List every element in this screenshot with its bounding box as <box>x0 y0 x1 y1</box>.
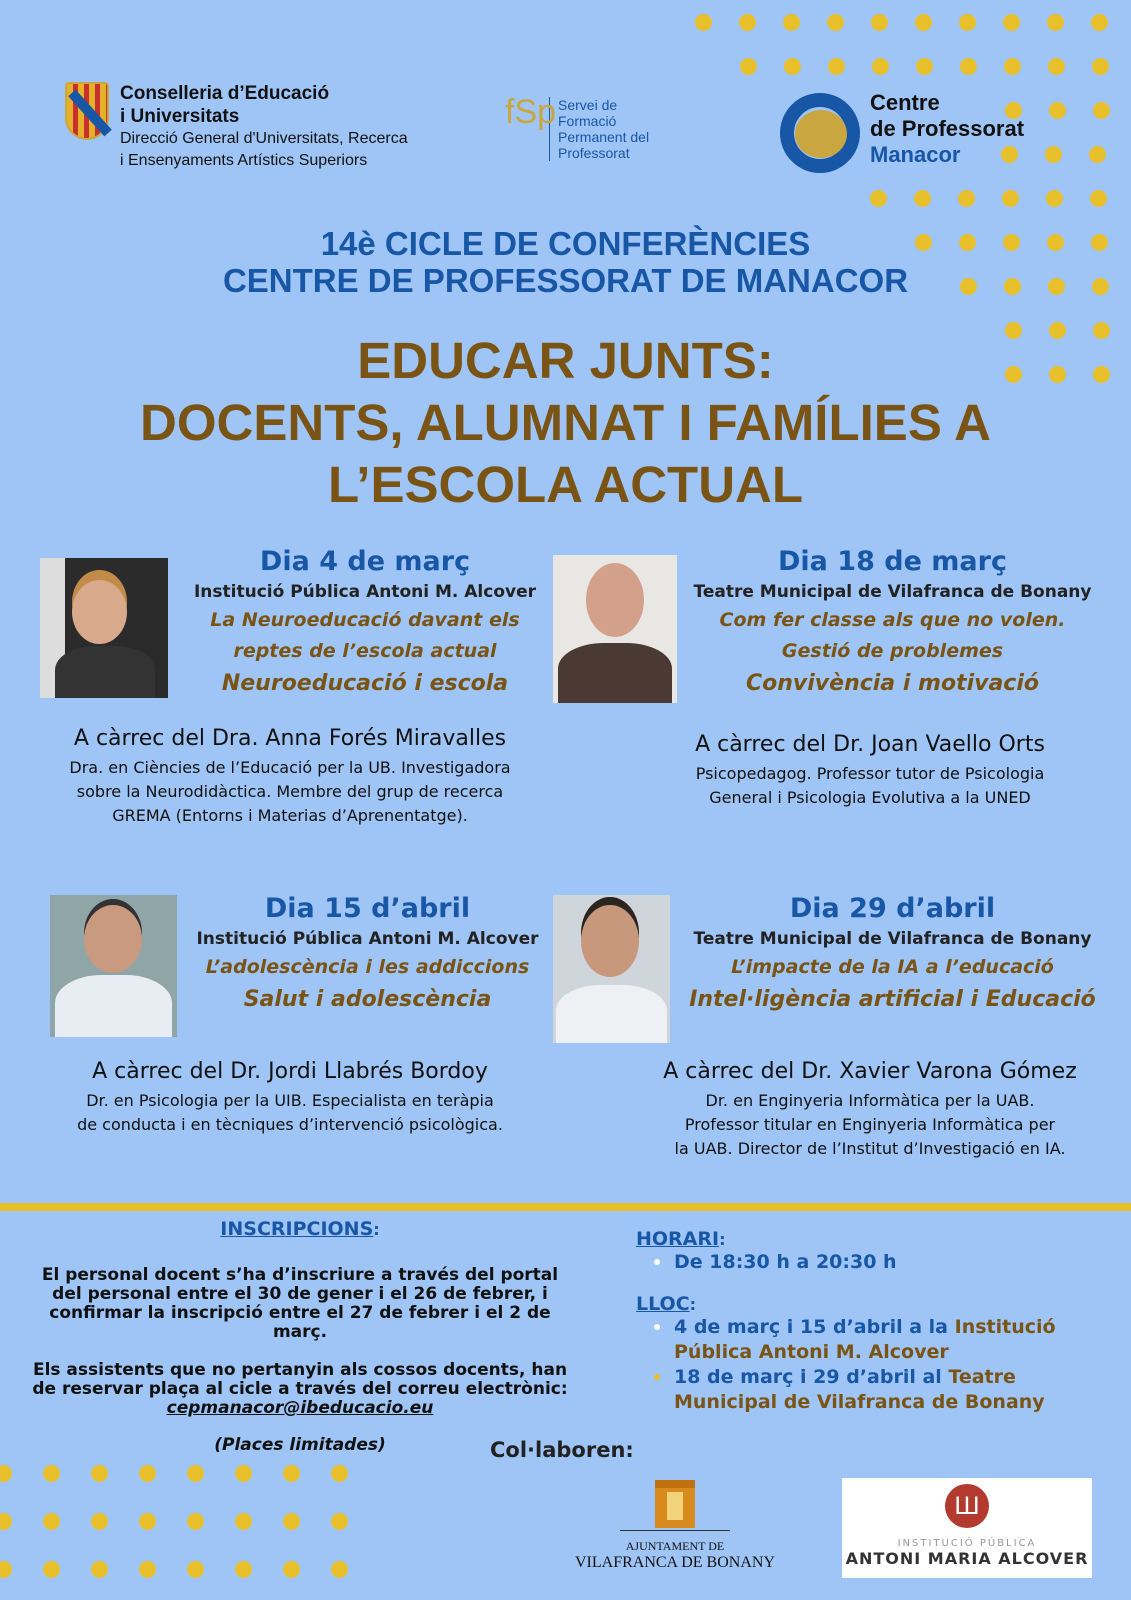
decorative-dot <box>139 1465 156 1482</box>
lloc-venue: Teatre Municipal de Vilafranca de Bonany <box>674 1366 1045 1413</box>
decorative-dot <box>1090 190 1107 207</box>
fsp-text: Permanent del <box>558 129 650 145</box>
cycle-title: 14è CICLE DE CONFERÈNCIES <box>320 225 811 262</box>
lloc-item <box>636 1315 1116 1365</box>
lloc-dates: 4 de març i 15 d’abril a la <box>674 1316 955 1338</box>
decorative-dot <box>43 1465 60 1482</box>
ajuntament-logo <box>555 1480 795 1572</box>
event-29-abril <box>670 892 1115 1017</box>
lloc-heading: LLOC <box>636 1293 690 1315</box>
decorative-dot <box>283 1513 300 1530</box>
cep-logo-text <box>870 90 1024 168</box>
decorative-dot <box>283 1465 300 1482</box>
institucio-logo <box>842 1478 1092 1578</box>
decorative-dot <box>695 14 712 31</box>
decorative-dot <box>870 190 887 207</box>
speaker-bio: de conducta i en tècniques d’intervenció psicològica. <box>77 1115 503 1134</box>
speaker-bio: GREMA (Entorns i Materias d’Aprenentatge). <box>112 806 468 825</box>
decorative-dot <box>1093 102 1110 119</box>
cycle-subtitle: CENTRE DE PROFESSORAT DE MANACOR <box>222 262 909 299</box>
inscripcions-text: confirmar la inscripció entre el 27 de febrer i el 2 de <box>49 1303 551 1323</box>
talk-theme: Intel·ligència artificial i Educació <box>689 987 1096 1012</box>
speaker-info <box>620 1055 1120 1161</box>
speaker-name: A càrrec del Dr. Joan Vaello Orts <box>695 732 1045 757</box>
speaker-name: A càrrec del Dr. Xavier Varona Gómez <box>663 1059 1077 1084</box>
speaker-name: A càrrec del Dr. Jordi Llabrés Bordoy <box>92 1059 488 1084</box>
cep-name-2: de Professorat <box>870 116 1025 141</box>
speaker-photo-jordi-llabres <box>50 895 177 1037</box>
event-date: Dia 15 d’abril <box>264 893 471 924</box>
decorative-dot <box>740 58 757 75</box>
decorative-dot <box>959 14 976 31</box>
email-link[interactable]: cepmanacor@ibeducacio.eu <box>166 1398 434 1418</box>
fsp-mark: fSp <box>505 97 550 161</box>
speaker-info <box>20 722 560 828</box>
inscripcions-text: de reservar plaça al cicle a través del correu electrònic: <box>32 1379 568 1399</box>
decorative-dot <box>1003 14 1020 31</box>
cycle-header <box>0 225 1131 299</box>
speaker-bio: sobre la Neurodidàctica. Membre del grup de recerca <box>76 782 504 801</box>
inscripcions-text: març. <box>272 1322 328 1342</box>
lloc-item <box>636 1365 1116 1415</box>
talk-title: L’adolescència i les addiccions <box>205 956 530 978</box>
speaker-info <box>20 1055 560 1137</box>
talk-title: La Neuroeducació davant els <box>210 609 520 631</box>
lloc-dates: 18 de març i 29 d’abril al <box>674 1366 949 1388</box>
title-line: EDUCAR JUNTS: <box>357 332 774 389</box>
horari-heading: HORARI <box>636 1228 720 1250</box>
event-venue: Institució Pública Antoni M. Alcover <box>193 582 537 602</box>
speaker-bio: Psicopedagog. Professor tutor de Psicologia <box>695 764 1045 783</box>
decorative-dot <box>871 14 888 31</box>
cep-manacor: Manacor <box>870 142 961 167</box>
decorative-dot <box>872 58 889 75</box>
speaker-bio: Professor titular en Enginyeria Informàtica per <box>684 1115 1056 1134</box>
decorative-dot <box>739 14 756 31</box>
decorative-dot <box>91 1465 108 1482</box>
decorative-dot <box>187 1513 204 1530</box>
fsp-text: Formació <box>558 113 617 129</box>
decorative-dot <box>0 1465 12 1482</box>
ajuntament-text: AJUNTAMENT DE <box>625 1539 725 1553</box>
event-venue: Institució Pública Antoni M. Alcover <box>196 929 539 949</box>
town-hall-icon <box>655 1480 695 1528</box>
conselleria-name-2: i Universitats <box>120 106 240 127</box>
decorative-dot <box>1002 190 1019 207</box>
cep-name: Centre <box>870 90 940 115</box>
event-venue: Teatre Municipal de Vilafranca de Bonany <box>693 929 1092 949</box>
decorative-dot <box>235 1513 252 1530</box>
decorative-dot <box>43 1513 60 1530</box>
talk-title: reptes de l’escola actual <box>233 640 497 662</box>
decorative-dot <box>43 1561 60 1578</box>
event-date: Dia 29 d’abril <box>789 893 996 924</box>
decorative-dot <box>0 1561 12 1578</box>
decorative-dot <box>0 1513 12 1530</box>
institucio-text: INSTITUCIÓ PÚBLICA <box>897 1538 1037 1549</box>
decorative-dot <box>331 1513 348 1530</box>
decorative-dot <box>283 1561 300 1578</box>
decorative-dot <box>331 1465 348 1482</box>
main-title <box>0 330 1131 516</box>
inscripcions-text: Els assistents que no pertanyin als cossos docents, han <box>32 1360 568 1380</box>
talk-title: Gestió de problemes <box>781 640 1004 662</box>
horari-item: De 18:30 h a 20:30 h <box>636 1250 1116 1275</box>
fsp-text: Professorat <box>558 145 630 161</box>
talk-theme: Salut i adolescència <box>243 987 492 1012</box>
speaker-name: A càrrec del Dra. Anna Forés Miravalles <box>73 726 507 751</box>
inscripcions-text: El personal docent s’ha d’inscriure a través del portal <box>41 1265 559 1285</box>
decorative-dot <box>783 14 800 31</box>
decorative-dot <box>1048 58 1065 75</box>
conselleria-logo <box>65 82 408 172</box>
decorative-dot <box>187 1465 204 1482</box>
talk-title: Com fer classe als que no volen. <box>719 609 1066 631</box>
speaker-bio: General i Psicologia Evolutiva a la UNED <box>709 788 1031 807</box>
speaker-photo-anna-fores <box>40 558 168 698</box>
event-15-abril <box>180 892 555 1017</box>
speaker-photo-joan-vaello <box>553 555 677 703</box>
decorative-dot <box>1047 14 1064 31</box>
lloc-venue: Institució Pública Antoni M. Alcover <box>674 1316 1056 1363</box>
decorative-dot <box>139 1513 156 1530</box>
speaker-bio: Dr. en Psicologia per la UIB. Especialista en teràpia <box>86 1091 494 1110</box>
title-line: DOCENTS, ALUMNAT I FAMÍLIES A <box>140 394 991 451</box>
decorative-dot <box>235 1561 252 1578</box>
direccio-general-2: i Ensenyaments Artístics Superiors <box>120 152 368 169</box>
decorative-dot <box>235 1465 252 1482</box>
fsp-text: Servei de <box>558 97 618 113</box>
decorative-dot <box>914 190 931 207</box>
decorative-dot <box>915 14 932 31</box>
speaker-bio: la UAB. Director de l’Institut d’Investigació en IA. <box>674 1139 1066 1158</box>
fsp-logo <box>505 93 650 161</box>
decorative-dot <box>916 58 933 75</box>
direccio-general: Direcció General d'Universitats, Recerca <box>120 130 408 147</box>
places-limitades: (Places limitades) <box>214 1435 386 1455</box>
decorative-dot <box>958 190 975 207</box>
speaker-photo-xavier-varona <box>553 895 670 1043</box>
divider <box>0 1203 1131 1211</box>
event-18-marc <box>670 545 1115 701</box>
speaker-info <box>620 728 1120 810</box>
decorative-dot <box>91 1561 108 1578</box>
inscripcions-heading: INSCRIPCIONS <box>220 1218 374 1240</box>
ajuntament-text: VILAFRANCA DE BONANY <box>574 1554 775 1571</box>
event-venue: Teatre Municipal de Vilafranca de Bonany <box>693 582 1092 602</box>
decorative-dot <box>1092 58 1109 75</box>
decorative-dot <box>784 58 801 75</box>
decorative-dot <box>1049 102 1066 119</box>
event-4-marc <box>175 545 555 701</box>
cep-logo-icon <box>775 88 865 178</box>
inscripcions-text: del personal entre el 30 de gener i el 26 de febrer, i <box>52 1284 548 1304</box>
decorative-dot <box>187 1561 204 1578</box>
title-line: L’ESCOLA ACTUAL <box>327 456 804 513</box>
talk-theme: Convivència i motivació <box>746 671 1039 696</box>
collab-label: Col·laboren: <box>490 1438 634 1462</box>
speaker-bio: Dr. en Enginyeria Informàtica per la UAB. <box>705 1091 1035 1110</box>
decorative-dot <box>1089 146 1106 163</box>
coat-of-arms-icon <box>65 82 109 140</box>
decorative-dot <box>828 58 845 75</box>
talk-theme: Neuroeducació i escola <box>221 671 509 696</box>
conselleria-name: Conselleria d’Educació <box>120 83 330 104</box>
decorative-dot <box>1046 190 1063 207</box>
decorative-dot <box>827 14 844 31</box>
decorative-dot <box>1045 146 1062 163</box>
talk-title: L’impacte de la IA a l’educació <box>731 956 1054 978</box>
decorative-dot <box>139 1561 156 1578</box>
event-date: Dia 18 de març <box>778 546 1007 577</box>
speaker-bio: Dra. en Ciències de l’Educació per la UB. Investigadora <box>69 758 511 777</box>
event-date: Dia 4 de març <box>259 546 471 577</box>
decorative-dot <box>331 1561 348 1578</box>
decorative-dot <box>960 58 977 75</box>
institucio-emblem-icon: Ш <box>945 1484 989 1528</box>
decorative-dot <box>1004 58 1021 75</box>
institucio-text: ANTONI MARIA ALCOVER <box>845 1549 1089 1568</box>
decorative-dot <box>91 1513 108 1530</box>
decorative-dot <box>1091 14 1108 31</box>
